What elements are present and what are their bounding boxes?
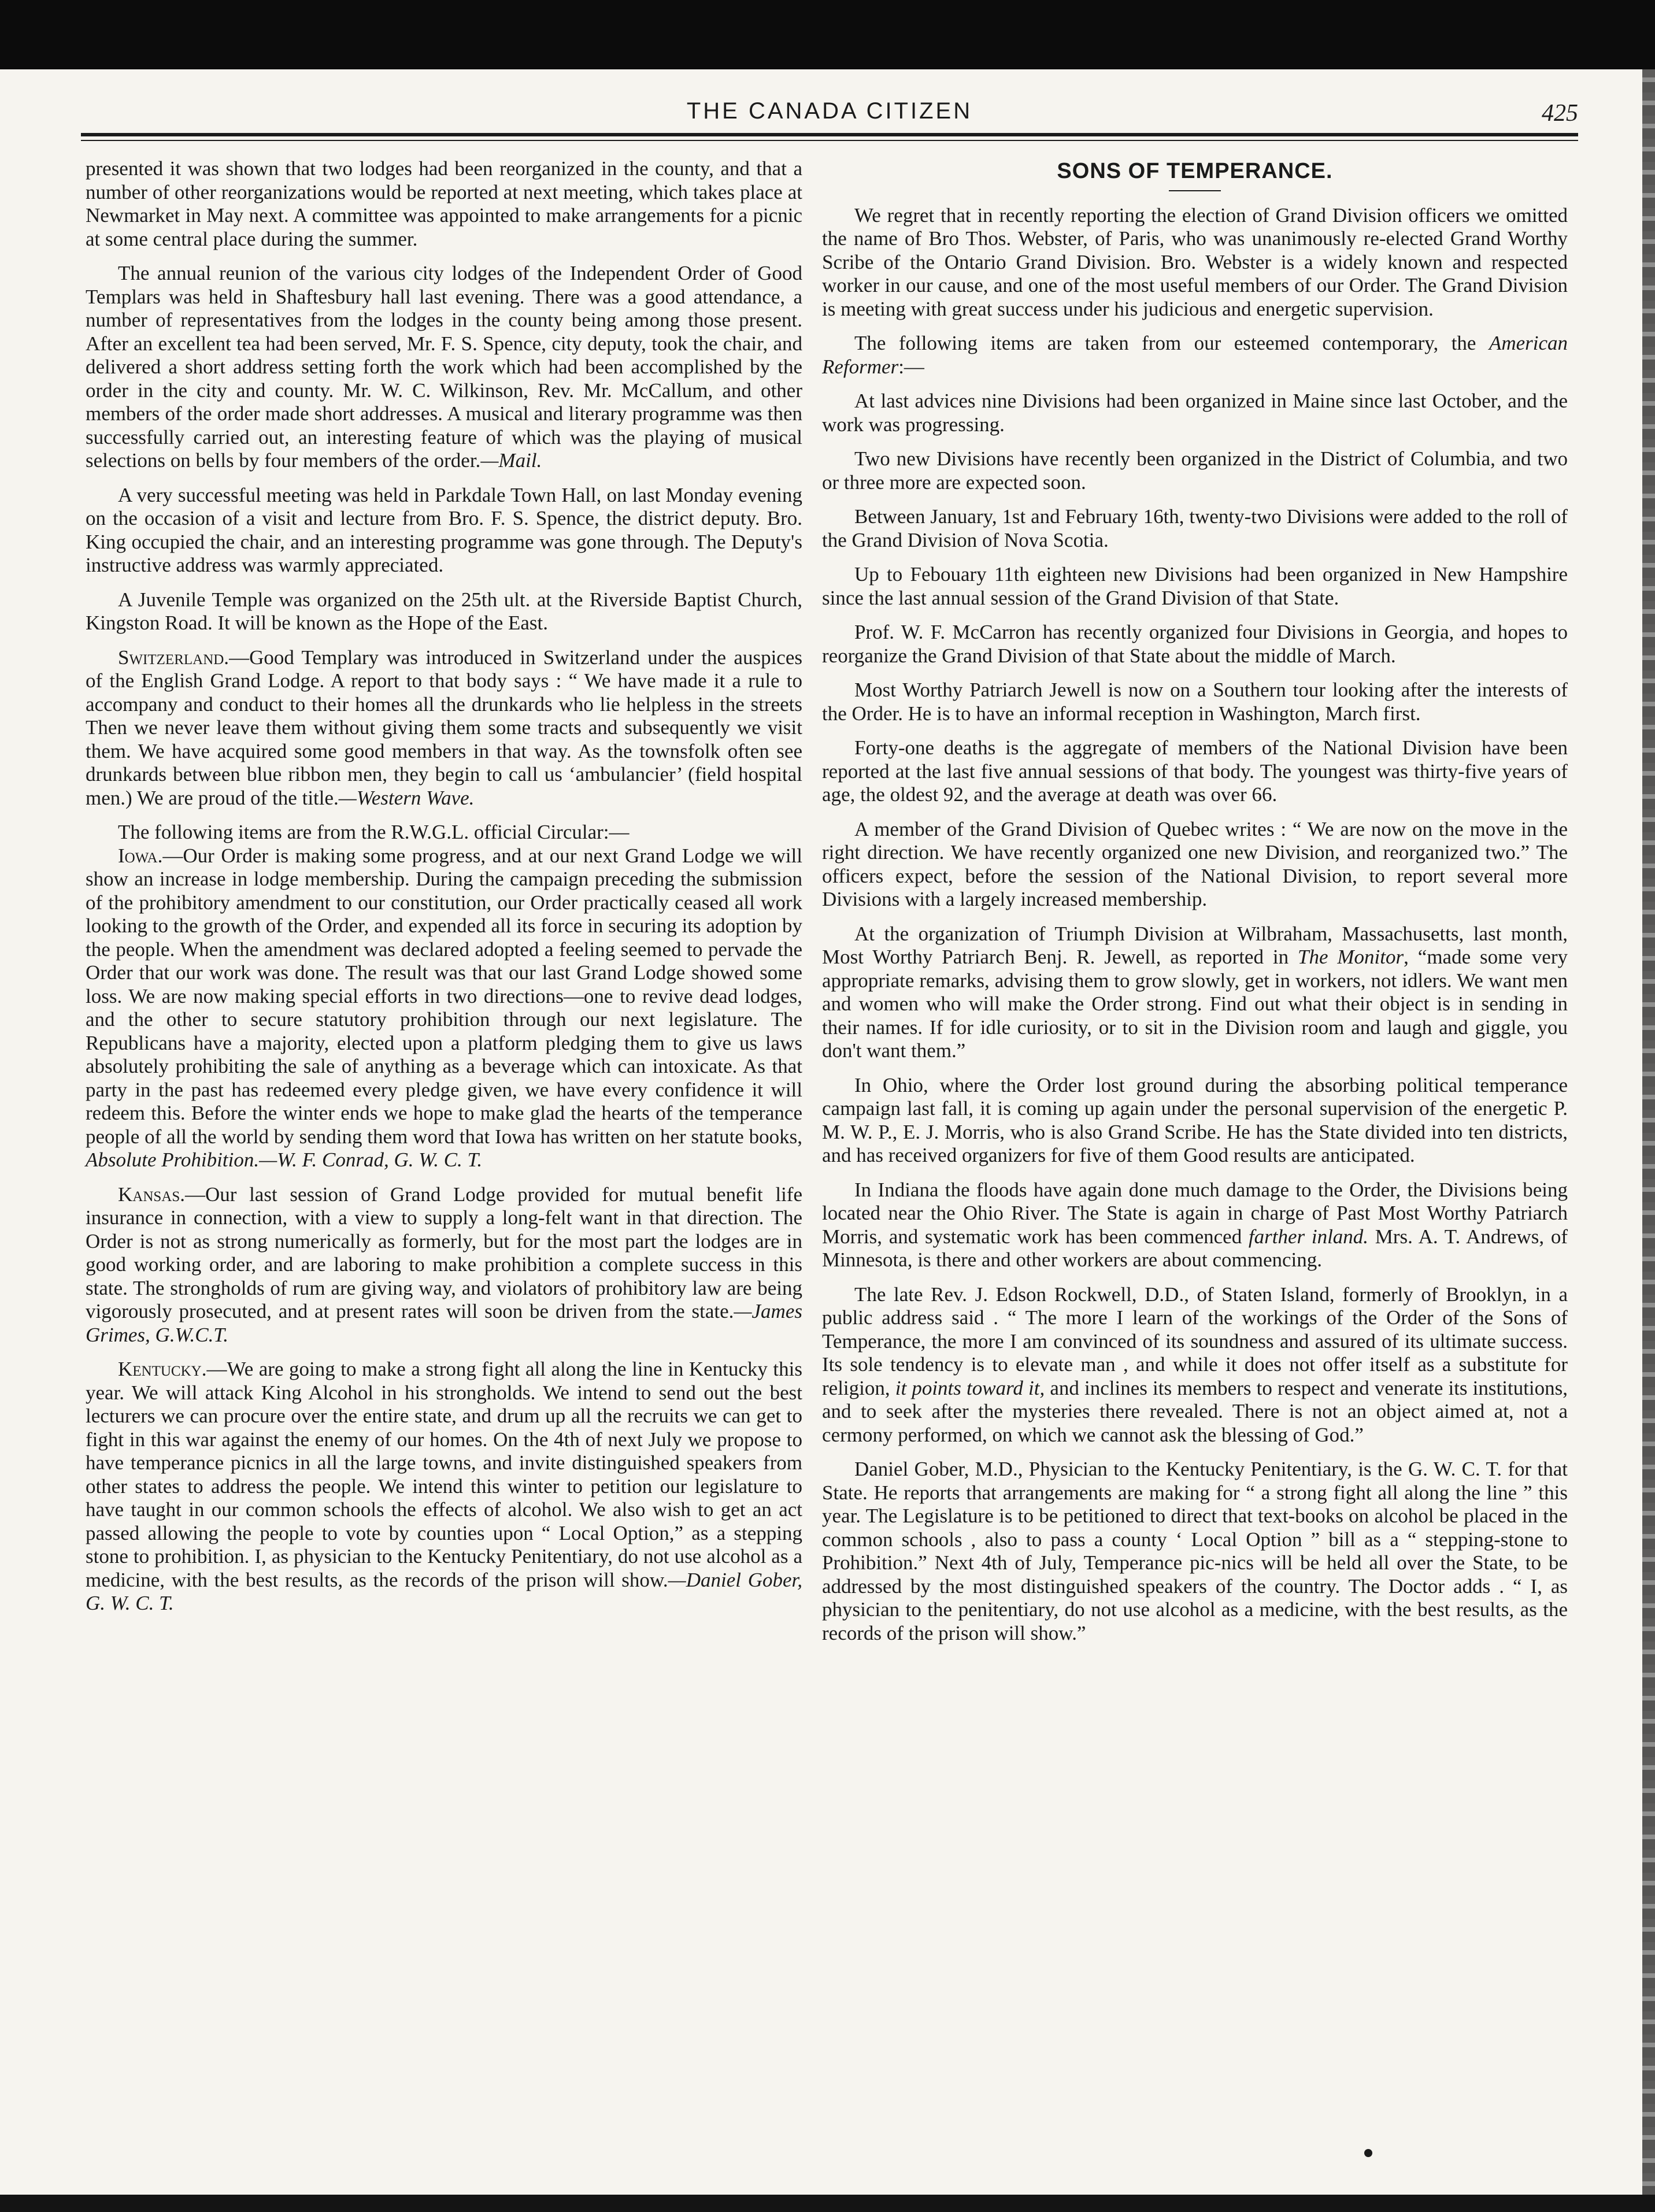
paragraph-rwgl-circular: The following items are from the R.W.G.L. official Circular:—	[118, 821, 630, 843]
kansas-credit: —James Grimes, G.W.C.T.	[86, 1300, 802, 1346]
kentucky-text: —We are going to make a strong fight all along the line in Kentucky this year. We will attack King Alcohol in his strongholds. We intend to send out the best lecturers we can procure over the entire state, and drum up all the recruits we can get to fight in this war against the enemy of our homes. On the 4th of next July we propose to have temperance picnics in all the large towns, and invite distinguished speakers from other states to address the people. We intend this winter to petition our legislature to have taught in our common schools the effects of alcohol. We also wish to get an act passed allowing the people to vote by counties upon “ Local Option,” as a stepping stone to prohibition. I, as physician to the Kentucky Penitentiary, do not use alcohol as a medicine, with the best results, as the records of the prison will show.	[86, 1358, 802, 1591]
right-column	[822, 157, 1568, 1656]
paragraph-nova-scotia: Between January, 1st and February 16th, twenty-two Divisions were added to the roll of the Grand Division of Nova Scotia.	[822, 505, 1568, 551]
western-wave-credit: —Western Wave.	[338, 786, 475, 809]
paragraph-following-items	[822, 332, 1568, 379]
paragraph-gober: Daniel Gober, M.D., Physician to the Kentucky Penitentiary, is the G. W. C. T. for that State. He reports that arrangements are making for “ a strong fight all along the line ” this year. The Legislature is to be petitioned to direct that text-books on alcohol be placed in the common schools , also to pass a county ‘ Local Option ” bill as a “ stepping-stone to Prohibition.” Next 4th of July, Temperance pic-nics will be held all over the State, to be addressed by the most distinguished speakers of the country. The Doctor adds . “ I, as physician to the penitentiary, do not use alcohol as a medicine, with the best results, as the records of the prison will show.”	[822, 1458, 1568, 1644]
page-number: 425	[1542, 100, 1578, 127]
paragraph-kentucky	[86, 1358, 802, 1616]
paragraph-rockwell	[822, 1283, 1568, 1447]
indiana-emphasis: farther inland.	[1248, 1225, 1369, 1248]
running-title: THE CANADA CITIZEN	[686, 98, 973, 124]
kansas-lead: Kansas.	[118, 1183, 185, 1206]
page-header	[81, 98, 1578, 131]
kentucky-lead: Kentucky.	[118, 1358, 207, 1380]
iowa-credit: —W. F. Conrad, G. W. C. T.	[259, 1148, 483, 1171]
kentucky-credit: —Daniel Gober, G. W. C. T.	[86, 1568, 803, 1614]
paragraph-new-hampshire: Up to Febouary 11th eighteen new Divisions had been organized in New Hampshire since the last annual session of the Grand Division of that State.	[822, 563, 1568, 609]
rockwell-emphasis: it points toward it,	[895, 1376, 1045, 1399]
paragraph-annual-reunion	[86, 262, 802, 473]
monitor-title: The Monitor	[1298, 946, 1404, 968]
paragraph-iowa	[86, 844, 802, 1172]
iowa-lead: Iowa.	[118, 844, 163, 867]
iowa-emphasis: Absolute Prohibition.	[86, 1148, 260, 1171]
rockwell-pre: The late Rev. J. Edson Rockwell, D.D., of Staten Island, formerly of Brooklyn, in a public address said . “ The more I learn of the workings of the Order of the Sons of Temperance, the more I am convinced of its soundness and assured of its ultimate success. Its sole tendency is to elevate man , and while it does not offer itself as a substitute for religion,	[822, 1283, 1568, 1399]
paragraph-switzerland	[86, 646, 802, 810]
section-heading: SONS OF TEMPERANCE.	[1057, 159, 1333, 183]
reunion-text: The annual reunion of the various city lodges of the Independent Order of Good Templars was held in Shaftesbury hall last evening. There was a good attendance, a number of representatives from the lodges in the county being among those present. After an excellent tea had been served, Mr. F. S. Spence, city deputy, took the chair, and delivered a short address setting forth the work which had been accomplished by the order in the city and county. Mr. W. C. Wilkinson, Rev. Mr. McCallum, and other members of the order made short addresses. A musical and literary programme was then successfully carried out, an interesting feature of which was the playing of musical selections on bells by four members of the order.	[86, 262, 802, 472]
paragraph-webster: We regret that in recently reporting the election of Grand Division officers we omitted the name of Bro Thos. Webster, of Paris, who was unanimously re-elected Grand Worthy Scribe of the Ontario Grand Division. Bro. Webster is a widely known and respected worker in our cause, and one of the most useful members of our Order. The Grand Division is meeting with great success under his judicious and energetic supervision.	[822, 203, 1568, 320]
ink-dot	[1364, 2149, 1372, 2157]
paragraph-county-reorganizations: presented it was shown that two lodges had been reorganized in the county, and that a number of other reorganizations would be reported at next meeting, which takes place at Newmarket in May next. A committee was appointed to make arrangements for a picnic at some central place during the summer.	[86, 157, 802, 250]
paragraph-deaths: Forty-one deaths is the aggregate of members of the National Division have been reported at the last five annual sessions of that body. The youngest was thirty-five years of age, the oldest 92, and the average at death was over 66.	[822, 736, 1568, 806]
paragraph-parkdale-meeting: A very successful meeting was held in Parkdale Town Hall, on last Monday evening on the occasion of a visit and lecture from Bro. F. S. Spence, the district deputy. Bro. King occupied the chair, and an interesting programme was gone through. The Deputy's instructive address was warmly appreciated.	[86, 483, 802, 576]
iowa-text: —Our Order is making some progress, and at our next Grand Lodge we will show an increase in lodge membership. During the campaign preceding the submission of the prohibitory amendment to our constitution, our Order practically ceased all work looking to the growth of the Order, and expended all its force in securing its adoption by the people. When the amendment was declared adopted a feeling seemed to pervade the Order that our work was done. The result was that our last Grand Lodge showed some loss. We are now making special efforts in two directions—one to revive dead lodges, and the other to secure statutory prohibition through our next legislature. The Republicans have a majority, elected upon a platform pledging them to give us laws absolutely prohibiting the sale of anything as a beverage which can intoxicate. As that party in the past has redeemed every pledge given, we have every confidence it will redeem this. Before the winter ends we hope to make glad the hearts of the temperance people of all the world by sending them word that Iowa has written on her statute books,	[86, 844, 802, 1148]
paragraph-maine: At last advices nine Divisions had been organized in Maine since last October, and the work was progressing.	[822, 390, 1568, 436]
following-pre: The following items are taken from our esteemed contemporary, the	[854, 332, 1476, 354]
rockwell-post: and inclines its members to respect and venerate its institutions, and to seek after the mysteries there revealed. There is not an object aimed at, not a cermony performed, on which we cannot ask the blessing of God.”	[822, 1376, 1568, 1446]
left-column	[86, 157, 802, 1626]
paragraph-indiana	[822, 1179, 1568, 1272]
paragraph-quebec: A member of the Grand Division of Quebec writes : “ We are now on the move in the right direction. We have recently organized one new Division, and reorganized two.” The officers expect, before the session of the National Division, to report several more Divisions with a largely increased membership.	[822, 817, 1568, 910]
triumph-post: , “made some very appropriate remarks, advising them to grow slowly, get in workers, not idlers. We want men and women who will make the Order strong. Find out what their object is in sending in their names. If for idle curiosity, or to sit in the Division room and laugh and giggle, you don't want them.”	[822, 946, 1568, 1062]
paragraph-columbia: Two new Divisions have recently been organized in the District of Columbia, and two or three more are expected soon.	[822, 447, 1568, 494]
paragraph-jewell-tour: Most Worthy Patriarch Jewell is now on a Southern tour looking after the interests of the Order. He is to have an informal reception in Washington, March first.	[822, 679, 1568, 725]
paragraph-kansas	[86, 1183, 802, 1347]
scan-bottom-band	[0, 2195, 1655, 2212]
paragraph-juvenile-temple: A Juvenile Temple was organized on the 25th ult. at the Riverside Baptist Church, Kingston Road. It will be known as the Hope of the East.	[86, 588, 802, 634]
paragraph-triumph-division	[822, 922, 1568, 1063]
paragraph-georgia: Prof. W. F. McCarron has recently organized four Divisions in Georgia, and hopes to reorganize the Grand Division of that State about the middle of March.	[822, 621, 1568, 667]
indiana-post: Mrs. A. T. Andrews, of Minnesota, is there and other workers are about commencing.	[822, 1225, 1568, 1271]
triumph-pre: At the organization of Triumph Division at Wilbraham, Massachusetts, last month, Most Worthy Patriarch Benj. R. Jewell, as reported in	[822, 922, 1568, 968]
header-rule-thick	[81, 133, 1578, 136]
american-reformer-title: American Reformer	[822, 332, 1568, 378]
kansas-text: —Our last session of Grand Lodge provided for mutual benefit life insurance in connection, with a view to supply a long-felt want in that direction. The Order is not as strong numerically as formerly, but for the most part the lodges are in good working order, and are laboring to make prohibition a complete success in this state. The strongholds of rum are giving way, and violators of prohibitory law are being vigorously prosecuted, and at present rates will soon be driven from the state.	[86, 1183, 802, 1322]
scan-right-edge	[1642, 69, 1655, 2195]
paragraph-ohio: In Ohio, where the Order lost ground during the absorbing political temperance campaign last fall, it is coming up again under the personal supervision of the energetic P. M. W. P., E. J. Morris, who is also Grand Scribe. He has the State divided into ten districts, and has received organizers for five of them Good results are anticipated.	[822, 1073, 1568, 1166]
switzerland-lead: Switzerland.	[118, 646, 229, 669]
switzerland-text: —Good Templary was introduced in Switzerland under the auspices of the English Grand Lodge. A report to that body says : “ We have made it a rule to accompany and conduct to their homes all the drunkards who lie helpless in the streets Then we never leave them without giving them some tracts and subsequently we visit them. We have acquired some good members in that way. As the townsfolk often see drunkards between blue ribbon men, they begin to call us ‘ambulancier’ (field hospital men.) We are proud of the title.	[86, 646, 802, 809]
indiana-pre: In Indiana the floods have again done much damage to the Order, the Divisions being located near the Ohio River. The State is again in charge of Past Most Worthy Patriarch Morris, and systematic work has been commenced	[822, 1178, 1568, 1248]
section-heading-rule	[1169, 190, 1221, 191]
scan-top-band	[0, 0, 1655, 69]
following-post: :—	[898, 355, 924, 378]
header-rule-thin	[81, 140, 1578, 141]
mail-credit: —Mail.	[480, 449, 542, 472]
